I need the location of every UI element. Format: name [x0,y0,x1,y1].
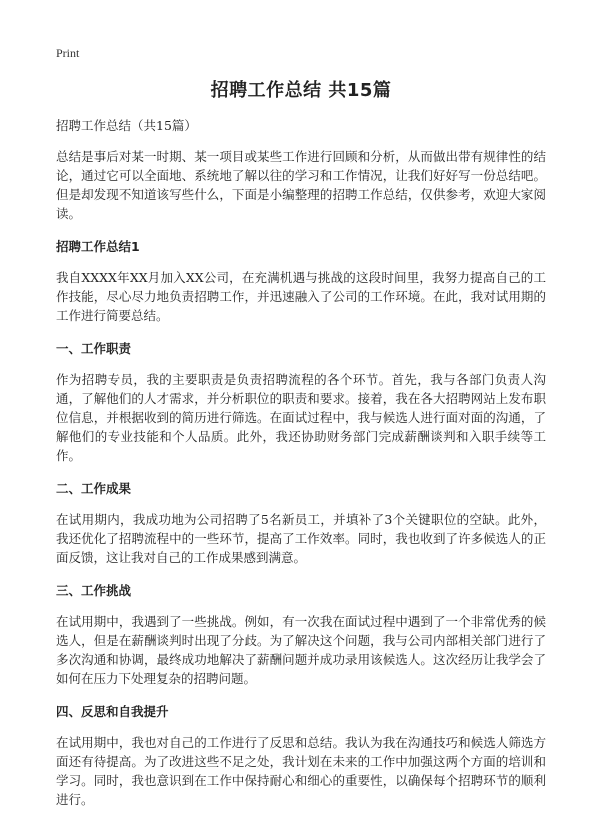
section-paragraph-responsibilities: 作为招聘专员，我的主要职责是负责招聘流程的各个环节。首先，我与各部门负责人沟通，了解他们的人才需求，并分析职位的职责和要求。接着，我在各大招聘网站上发布职位信息，并根据收到的简历进行筛选。在面试过程中，我与候选人进行面对面的沟通，了解他们的专业技能和个人品质。此外，我还协助财务部门完成薪酬谈判和入职手续等工作。 [56,372,546,463]
document-subtitle: 招聘工作总结（共15篇） [56,118,197,133]
intro-paragraph: 总结是事后对某一时期、某一项目或某些工作进行回顾和分析，从而做出带有规律性的结论，通过它可以全面地、系统地了解以往的学习和工作情况，让我们好好写一份总结吧。但是却发现不知道该写些什么，下面是小编整理的招聘工作总结，仅供参考，欢迎大家阅读。 [56,149,546,221]
section-heading-responsibilities: 一、工作职责 [56,341,132,356]
section-paragraph-results: 在试用期内，我成功地为公司招聘了5名新员工，并填补了3个关键职位的空缺。此外，我还优化了招聘流程中的一些环节，提高了工作效率。同时，我也收到了许多候选人的正面反馈，这让我对自己的工作成果感到满意。 [56,512,546,565]
section-heading-reflection: 四、反思和自我提升 [56,704,169,719]
section-heading-results: 二、工作成果 [56,481,132,496]
section-paragraph-challenges: 在试用期中，我遇到了一些挑战。例如，有一次我在面试过程中遇到了一个非常优秀的候选人，但是在薪酬谈判时出现了分歧。为了解决这个问题，我与公司内部相关部门进行了多次沟通和协调，最终成功地解决了薪酬问题并成功录用该候选人。这次经历让我学会了如何在压力下处理复杂的招聘问题。 [56,614,546,686]
print-link[interactable]: Print [56,46,80,60]
section-heading-challenges: 三、工作挑战 [56,583,132,598]
section-paragraph-summary-1: 我自XXXX年XX月加入XX公司，在充满机遇与挑战的这段时间里，我努力提高自己的工作技能，尽心尽力地负责招聘工作，并迅速融入了公司的工作环境。在此，我对试用期的工作进行简要总结。 [56,270,546,323]
document-page [56,76,546,823]
section-paragraph-reflection: 在试用期中，我也对自己的工作进行了反思和总结。我认为我在沟通技巧和候选人筛选方面还有待提高。为了改进这些不足之处，我计划在未来的工作中加强这两个方面的培训和学习。同时，我也意识到在工作中保持耐心和细心的重要性，以确保每个招聘环节的顺利进行。 [56,735,546,807]
section-heading-summary-1: 招聘工作总结1 [56,239,140,254]
document-title: 招聘工作总结 共15篇 [210,80,392,101]
